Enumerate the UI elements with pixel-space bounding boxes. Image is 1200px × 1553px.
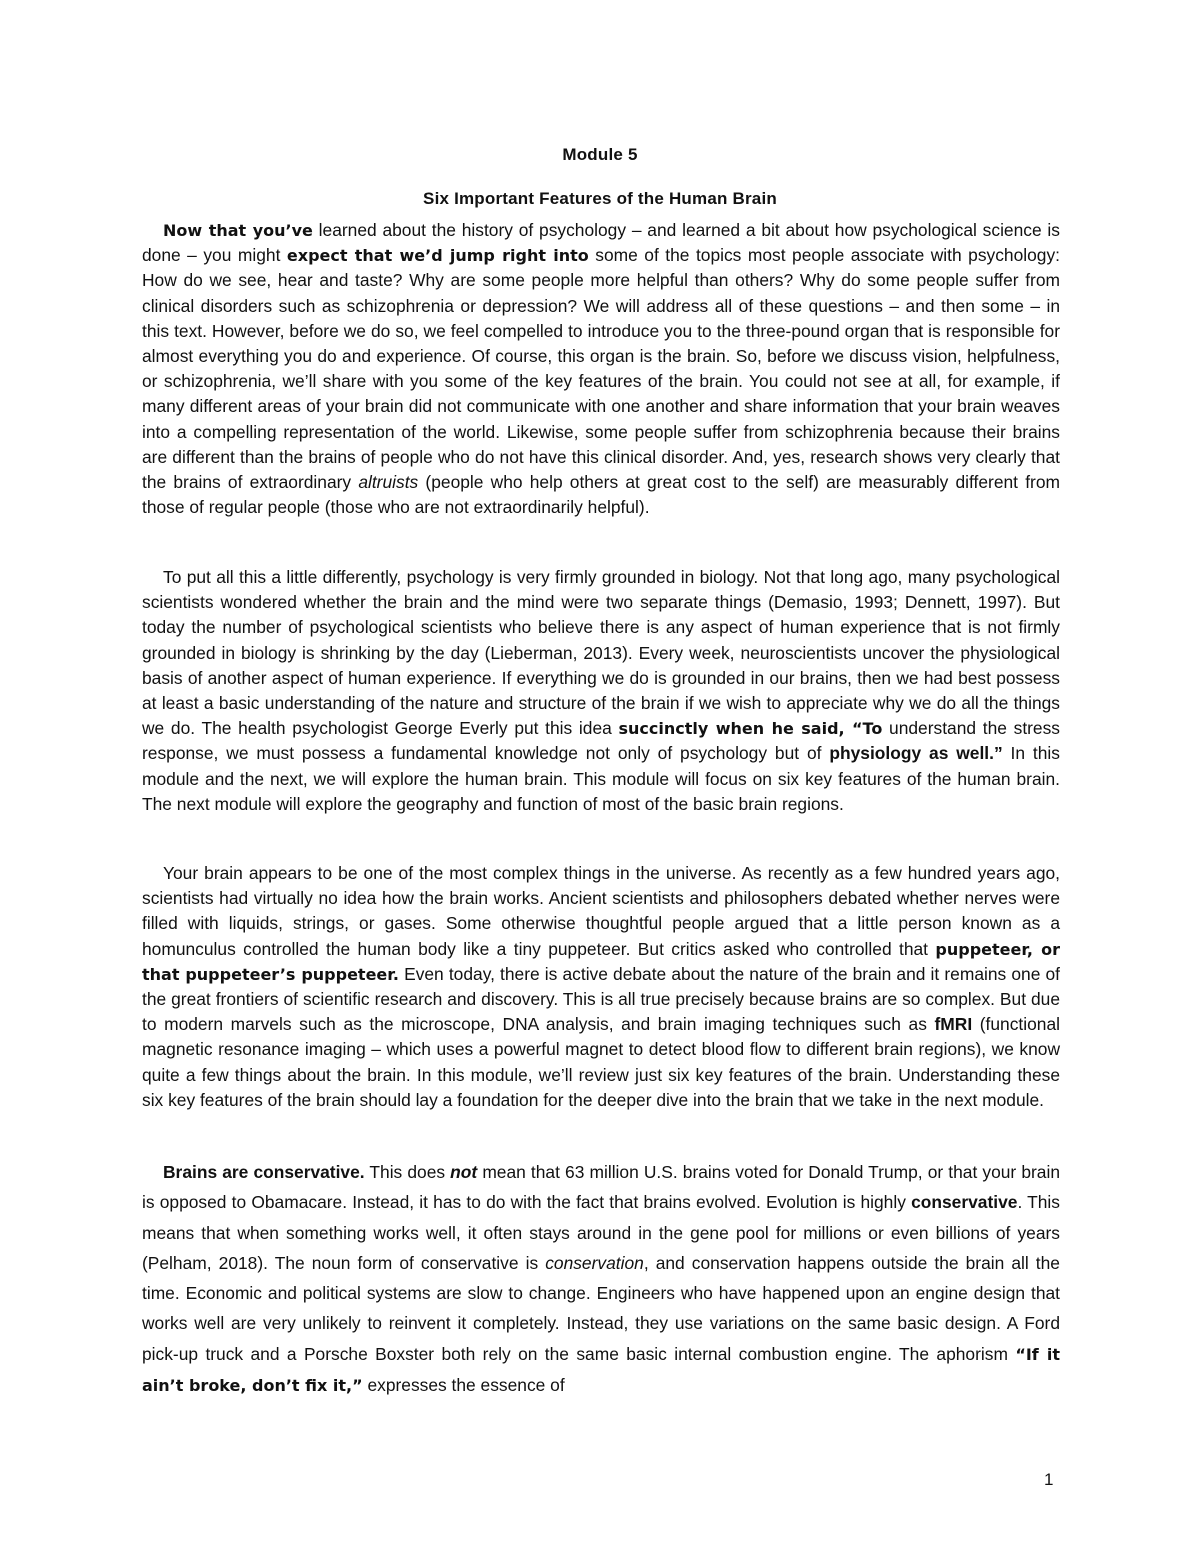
text-run: not (450, 1162, 478, 1182)
text-run: In this module and the next, we will explore the human brain. This module will focus on six key features of the human brain. The next module will explore the geography and function of most of the basic brain regions. (142, 743, 1060, 814)
paragraph-2 (142, 565, 1060, 817)
text-run: To put all this a little differently, psychology is very firmly grounded in biology. Not that long ago, many psychological scientists wondered whether the brain and the mind were two separate things (Demasio, 1993; Dennett, 1997). But today the number of psychological scientists who believe there is any aspect of human experience that is not firmly grounded in biology is shrinking by the day (Lieberman, 2013). Every week, neuroscientists uncover the physiological basis of another aspect of human experience. If everything we do is grounded in our brains, then we had best possess at least a basic understanding of the nature and structure of the brain if we wish to appreciate why we do all the things we do. The health psychologist George Everly put this idea (142, 567, 1060, 739)
text-run: . This means that when something works well, it often stays around in the gene pool for millions or even billions of years (Pelham, 2018). The noun form of conservative is (142, 1192, 1060, 1273)
text-run: mean that 63 million U.S. brains voted for Donald Trump, or that your brain is opposed to Obamacare. Instead, it has to do with the fact that brains evolved. Evolution is highly (142, 1162, 1060, 1213)
text-run: Your brain appears to be one of the most complex things in the universe. As recently as a few hundred years ago, scientists had virtually no idea how the brain works. Ancient scientists and philosophers debated whether nerves were filled with liquids, strings, or gases. Some otherwise thoughtful people argued that a little person known as a homunculus controlled the human body like a tiny puppeteer. But critics asked who controlled that (142, 863, 1060, 959)
paragraph-3 (142, 861, 1060, 1113)
text-run: Now that you’ve (163, 221, 313, 240)
text-run: physiology as well.” (829, 743, 1003, 764)
text-run: puppeteer, or that puppeteer’s puppeteer. (142, 939, 1060, 984)
text-run: This does (364, 1162, 451, 1182)
text-run: Brains are conservative. (163, 1162, 365, 1182)
text-run: (people who help others at great cost to the self) are measurably different from those of regular people (those who are not extraordinarily helpful). (142, 472, 1060, 518)
module-label: Module 5 (562, 145, 638, 164)
text-run: succinctly when he said, “To (618, 719, 883, 739)
text-run: expect that we’d jump right into (286, 246, 589, 266)
text-run: , and conservation happens outside the brain all the time. Economic and political systems are slow to change. Engineers who have happened upon an engine design that works well are very unlikely to reinvent it completely. Instead, they use variations on the same basic design. A Ford pick-up truck and a Porsche Boxster both rely on the same basic internal combustion engine. The aphorism (142, 1252, 1060, 1364)
text-run: fMRI (934, 1014, 973, 1035)
text-run: understand the stress response, we must possess a fundamental knowledge not only of psychology but of (142, 718, 1060, 764)
text-run: altruists (358, 472, 419, 493)
page-number: 1 (1044, 1470, 1054, 1489)
paragraph-4 (142, 1157, 1060, 1401)
document-title: Six Important Features of the Human Brain (423, 189, 777, 208)
text-run: expresses the essence of (362, 1375, 565, 1396)
text-run: Even today, there is active debate about the nature of the brain and it remains one of the great frontiers of scientific research and discovery. This is all true precisely because brains are so complex. But due to modern marvels such as the microscope, DNA analysis, and brain imaging techniques such as (142, 963, 1060, 1035)
text-run: conservative (911, 1192, 1018, 1213)
text-run: some of the topics most people associate with psychology: How do we see, hear and taste? Why are some people more helpful than others? Why do some people suffer from clinical disorders such as schizophrenia or depression? We will address all of these questions – and then some – in this text. However, before we do so, we feel compelled to introduce you to the three-pound organ that is responsible for almost everything you do and experience. Of course, this organ is the brain. So, before we discuss vision, helpfulness, or schizophrenia, we’ll share with you some of the key features of the brain. You could not see at all, for example, if many different areas of your brain did not communicate with one another and share information that your brain weaves into a compelling representation of the world. Likewise, some people suffer from schizophrenia because their brains are different than the brains of people who do not have this clinical disorder. And, yes, research shows very clearly that the brains of extraordinary (142, 245, 1060, 493)
text-run: (functional magnetic resonance imaging – which uses a powerful magnet to detect blood flow to different brain regions), we know quite a few things about the brain. In this module, we’ll review just six key features of the brain. Understanding these six key features of the brain should lay a foundation for the deeper dive into the brain that we take in the next module. (142, 1014, 1060, 1110)
paragraph-1 (142, 218, 1060, 520)
text-run: “If it ain’t broke, don’t fix it,” (142, 1344, 1060, 1396)
text-run: learned about the history of psychology – and learned a bit about how psychological science is done – you might (142, 220, 1060, 266)
text-run: conservation (545, 1252, 644, 1273)
